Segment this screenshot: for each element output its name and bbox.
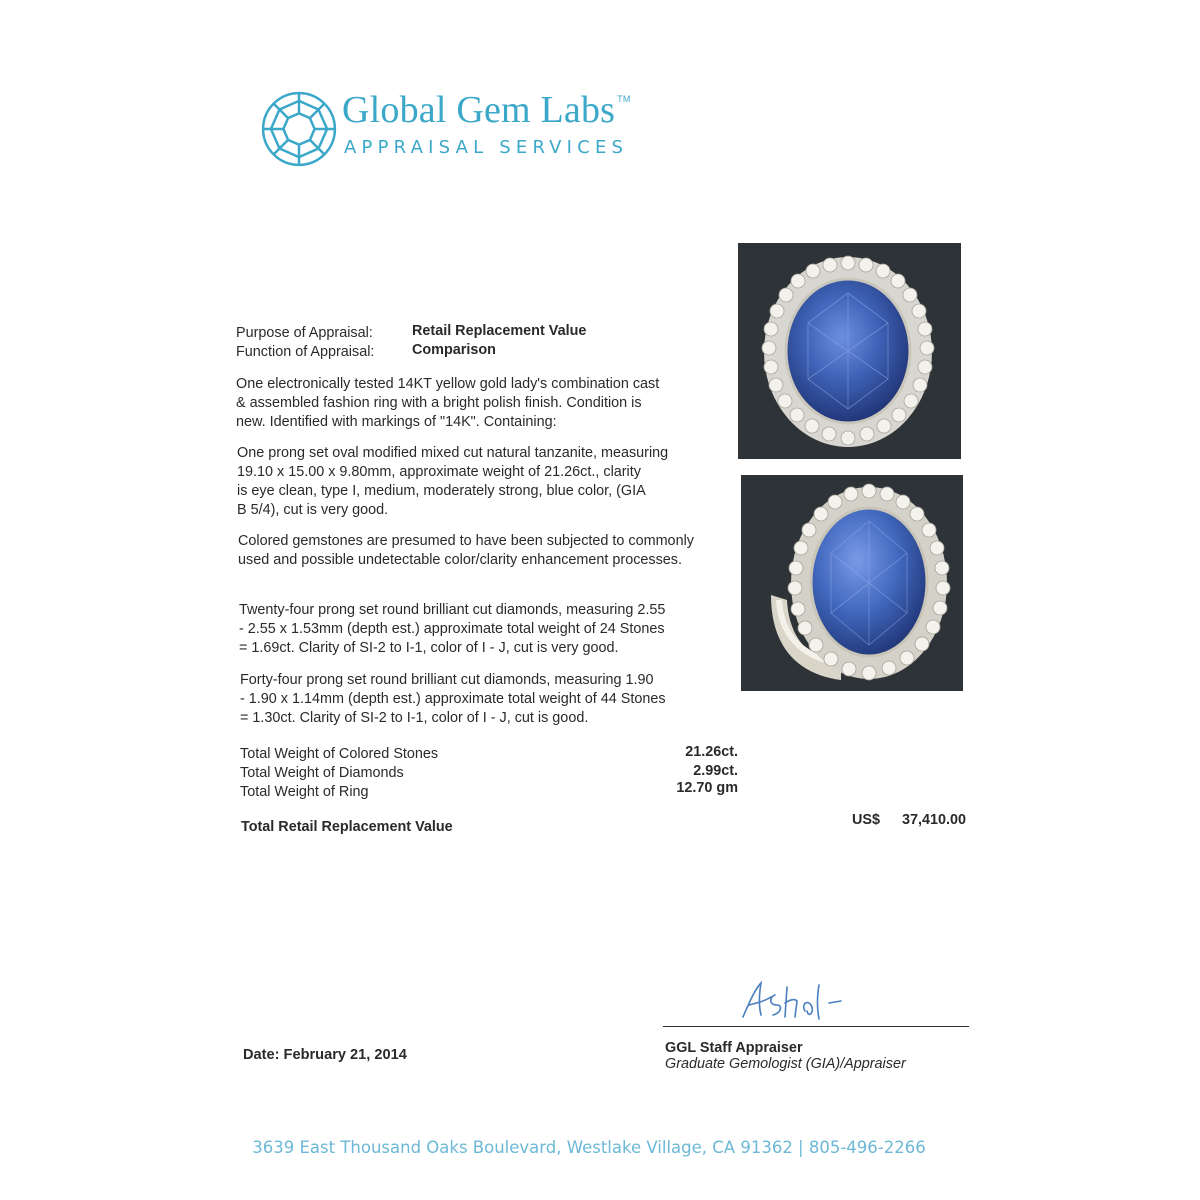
enhancement-line: Colored gemstones are presumed to have been subjected to commonly (238, 533, 694, 549)
total-diamonds-label: Total Weight of Diamonds (240, 765, 404, 781)
diamond-line: Forty-four prong set round brilliant cut diamonds, measuring 1.90 (240, 672, 654, 688)
signature-icon (735, 975, 855, 1025)
ring-description (236, 375, 736, 432)
diamonds-24-description (239, 601, 739, 658)
gem-logo-icon (260, 90, 338, 168)
tanzanite-line: is eye clean, type I, medium, moderately strong, blue color, (GIA (237, 483, 646, 499)
diamonds-44-description (240, 671, 740, 728)
ring-line: One electronically tested 14KT yellow gold lady's combination cast (236, 376, 660, 392)
appraisal-date: Date: February 21, 2014 (243, 1047, 407, 1063)
signature-line (663, 1026, 969, 1027)
total-colored-value: 21.26ct. (685, 744, 738, 760)
tanzanite-line: B 5/4), cut is very good. (237, 502, 389, 518)
logo-title: Global Gem Labs ™ (342, 89, 631, 131)
logo-subtitle: APPRAISAL SERVICES (344, 137, 629, 158)
enhancement-note (238, 532, 738, 570)
total-ring-value: 12.70 gm (676, 780, 738, 796)
total-diamonds-value: 2.99ct. (693, 763, 738, 779)
total-colored-label: Total Weight of Colored Stones (240, 746, 439, 762)
tanzanite-description (237, 444, 737, 520)
appraiser-title: GGL Staff Appraiser (665, 1040, 803, 1056)
purpose-value: Retail Replacement Value (412, 323, 587, 339)
enhancement-line: used and possible undetectable color/clarity enhancement processes. (238, 552, 682, 568)
diamond-line: = 1.30ct. Clarity of SI-2 to I-1, color of I - J, cut is good. (240, 710, 589, 726)
diamond-line: Twenty-four prong set round brilliant cut diamonds, measuring 2.55 (239, 602, 666, 618)
currency-label: US$ (852, 812, 880, 828)
ring-line: & assembled fashion ring with a bright polish finish. Condition is (236, 395, 642, 411)
function-value: Comparison (412, 342, 496, 358)
diamond-line: = 1.69ct. Clarity of SI-2 to I-1, color of I - J, cut is very good. (239, 640, 619, 656)
diamond-line: - 1.90 x 1.14mm (depth est.) approximate total weight of 44 Stones (240, 691, 666, 707)
tanzanite-line: One prong set oval modified mixed cut natural tanzanite, measuring (237, 445, 669, 461)
total-ring-label: Total Weight of Ring (240, 784, 369, 800)
appraiser-credential: Graduate Gemologist (GIA)/Appraiser (665, 1056, 906, 1072)
ring-photo-top (738, 243, 961, 459)
footer-address: 3639 East Thousand Oaks Boulevard, Westlake Village, CA 91362 | 805-496-2266 (252, 1138, 926, 1157)
trademark-mark: TM (617, 94, 631, 104)
function-label: Function of Appraisal: (236, 344, 375, 360)
retail-value-amount: 37,410.00 (901, 812, 966, 828)
diamond-line: - 2.55 x 1.53mm (depth est.) approximate total weight of 24 Stones (239, 621, 665, 637)
ring-photo-side (741, 475, 963, 691)
tanzanite-line: 19.10 x 15.00 x 9.80mm, approximate weight of 21.26ct., clarity (237, 464, 641, 480)
retail-value-label: Total Retail Replacement Value (241, 819, 453, 835)
purpose-label: Purpose of Appraisal: (236, 325, 373, 341)
ring-line: new. Identified with markings of "14K". Containing: (236, 414, 557, 430)
